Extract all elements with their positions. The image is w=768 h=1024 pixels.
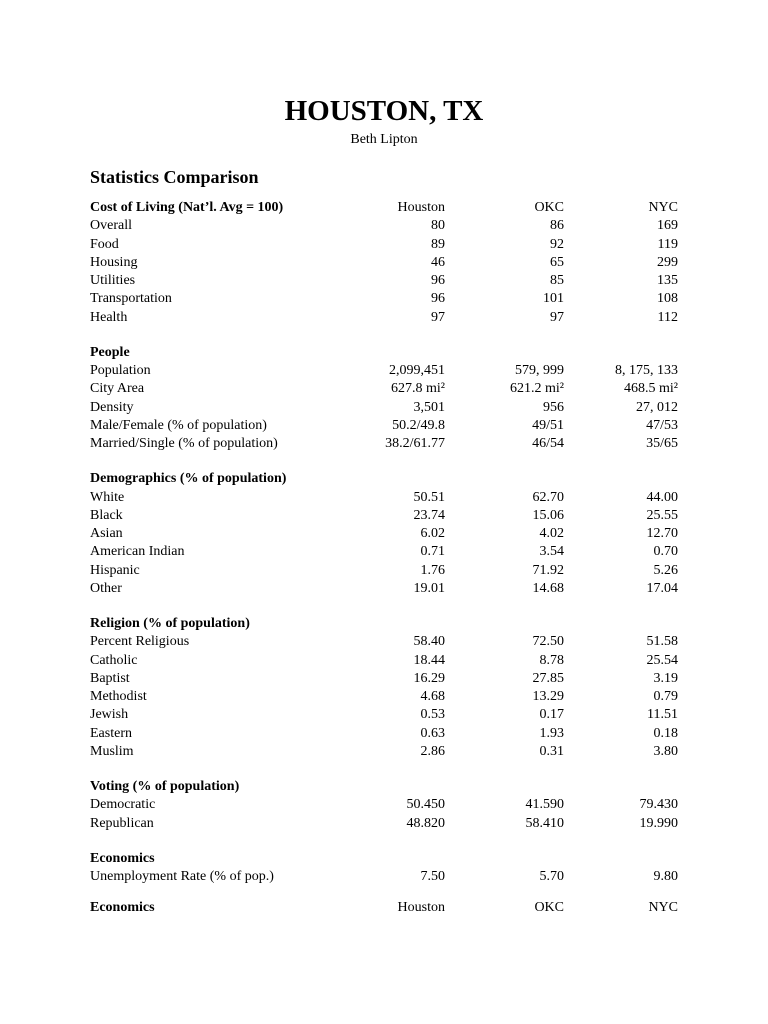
cell-value: 3,501 [413, 399, 445, 415]
cell-value: 11.51 [647, 707, 678, 723]
cell-value: 62.70 [532, 489, 564, 505]
column-header-okc: OKC [534, 900, 564, 915]
cell-value: 96 [431, 291, 445, 307]
section-subtitle: Statistics Comparison [90, 167, 259, 187]
table-row [90, 796, 680, 814]
cell-value: 5.26 [653, 562, 678, 578]
row-label: Density [90, 399, 134, 415]
cell-value: 27.85 [532, 670, 564, 686]
cell-value: 0.18 [653, 725, 678, 741]
cell-value: 3.54 [539, 544, 564, 560]
cell-value: 97 [550, 309, 564, 325]
table-row [90, 543, 680, 561]
cell-value: 5.70 [539, 869, 564, 884]
cell-value: 112 [657, 309, 678, 325]
cell-value: 2.86 [420, 743, 445, 759]
row-label: Muslim [90, 743, 134, 759]
section-heading: People [90, 344, 130, 360]
cell-value: 50.51 [413, 489, 445, 505]
cell-value: 41.590 [525, 797, 564, 813]
cell-value: 18.44 [413, 652, 445, 668]
table-row [90, 290, 680, 308]
cell-value: 108 [657, 291, 678, 307]
cell-value: 579, 999 [515, 363, 564, 378]
row-label: Jewish [90, 707, 129, 723]
cell-value: 0.53 [420, 707, 445, 723]
row-label: Transportation [90, 291, 172, 307]
table-row [90, 815, 680, 833]
cell-value: 38.2/61.77 [385, 436, 445, 451]
stats-section [90, 470, 680, 598]
table-row [90, 743, 680, 761]
row-label: Married/Single (% of population) [90, 436, 278, 451]
row-label: Other [90, 580, 122, 596]
table-row [90, 417, 680, 435]
stats-section [90, 344, 680, 454]
author-name: Beth Lipton [350, 132, 418, 147]
cell-value: 50.450 [406, 797, 445, 813]
table-row [90, 254, 680, 272]
cell-value: 12.70 [646, 526, 678, 541]
cell-value: 44.00 [646, 489, 678, 505]
table-row [90, 725, 680, 743]
section-heading: Religion (% of population) [90, 616, 250, 631]
cell-value: 4.68 [420, 689, 445, 704]
row-label: White [90, 489, 125, 505]
cell-value: 119 [657, 236, 678, 252]
row-label: Health [90, 309, 128, 325]
cell-value: 58.410 [525, 815, 564, 831]
cell-value: 25.54 [646, 652, 678, 668]
row-label: Democratic [90, 797, 156, 813]
row-label: Population [90, 363, 151, 378]
cell-value: 79.430 [639, 797, 678, 813]
row-label: Republican [90, 815, 154, 831]
statistics-table [90, 199, 680, 903]
row-label: Baptist [90, 670, 130, 686]
row-label: Methodist [90, 689, 147, 704]
cell-value: 14.68 [532, 580, 564, 596]
stats-section [90, 615, 680, 761]
cell-value: 16.29 [413, 670, 445, 686]
section-heading: Economics [90, 850, 155, 866]
cell-value: 27, 012 [636, 399, 678, 415]
stats-section [90, 850, 680, 887]
row-label: Hispanic [90, 562, 140, 578]
table-row [90, 688, 680, 706]
cell-value: 50.2/49.8 [392, 417, 445, 433]
cell-value: 15.06 [532, 507, 564, 523]
cell-value: 47/53 [646, 417, 678, 433]
cell-value: 46 [431, 254, 445, 270]
table-row [90, 580, 680, 598]
cell-value: 19.990 [639, 815, 678, 831]
cell-value: 6.02 [420, 526, 445, 541]
cell-value: 2,099,451 [389, 363, 445, 378]
table-row [90, 670, 680, 688]
table-row [90, 380, 680, 398]
document-title: HOUSTON, TX [284, 95, 484, 127]
section-heading: Voting (% of population) [90, 779, 240, 794]
column-header: Houston [397, 200, 445, 215]
stats-section [90, 199, 680, 327]
section-header-row [90, 778, 680, 796]
table-row [90, 435, 680, 453]
cell-value: 19.01 [413, 580, 445, 596]
cell-value: 101 [543, 291, 564, 307]
cell-value: 0.70 [653, 544, 678, 560]
section-heading: Economics [90, 900, 155, 915]
cell-value: 65 [550, 254, 564, 270]
table-row [90, 362, 680, 380]
row-label: Overall [90, 218, 132, 234]
table-row [90, 525, 680, 543]
cell-value: 46/54 [532, 436, 564, 451]
section-header-row [90, 850, 680, 868]
cell-value: 89 [431, 236, 445, 252]
cell-value: 0.71 [420, 544, 445, 560]
row-label: Unemployment Rate (% of pop.) [90, 869, 274, 884]
row-label: Eastern [90, 725, 132, 741]
cell-value: 169 [657, 218, 678, 234]
table-row [90, 706, 680, 724]
table-header-row [90, 899, 680, 917]
row-label: Catholic [90, 652, 138, 668]
stats-section [90, 778, 680, 833]
cell-value: 956 [543, 399, 564, 415]
section-header-row [90, 344, 680, 362]
cell-value: 71.92 [532, 562, 564, 578]
column-header: OKC [534, 200, 564, 215]
column-header-houston: Houston [397, 900, 445, 915]
section-header-row [90, 615, 680, 633]
section-header-row [90, 199, 680, 217]
column-header: NYC [648, 200, 678, 215]
cell-value: 80 [431, 218, 445, 234]
cell-value: 25.55 [646, 507, 678, 523]
table-row [90, 399, 680, 417]
table-row [90, 562, 680, 580]
cell-value: 621.2 mi² [510, 381, 564, 397]
cell-value: 85 [550, 273, 564, 288]
cell-value: 23.74 [413, 507, 445, 523]
cell-value: 3.19 [653, 670, 678, 686]
row-label: Male/Female (% of population) [90, 417, 267, 433]
row-label: Housing [90, 254, 138, 270]
table-row [90, 633, 680, 651]
cell-value: 9.80 [653, 869, 678, 884]
cell-value: 92 [550, 236, 564, 252]
cell-value: 0.63 [420, 725, 445, 741]
cell-value: 49/51 [532, 417, 564, 433]
row-label: Asian [90, 526, 123, 541]
table-row [90, 309, 680, 327]
cell-value: 1.93 [539, 725, 564, 741]
table-row [90, 272, 680, 290]
table-row [90, 507, 680, 525]
cell-value: 135 [657, 273, 678, 288]
column-header-nyc: NYC [648, 900, 678, 915]
cell-value: 51.58 [646, 634, 678, 650]
cell-value: 8.78 [539, 652, 564, 668]
section-header-row [90, 470, 680, 488]
cell-value: 86 [550, 218, 564, 234]
row-label: Black [90, 507, 123, 523]
row-label: Utilities [90, 273, 136, 288]
cell-value: 1.76 [420, 562, 445, 578]
table-row [90, 652, 680, 670]
cell-value: 35/65 [646, 436, 678, 451]
table-row [90, 868, 680, 886]
row-label: Food [90, 236, 119, 252]
row-label: City Area [90, 381, 145, 397]
cell-value: 72.50 [532, 634, 564, 650]
cell-value: 58.40 [413, 634, 445, 650]
cell-value: 8, 175, 133 [615, 363, 678, 378]
cell-value: 17.04 [646, 580, 678, 596]
cell-value: 299 [657, 254, 678, 270]
cell-value: 48.820 [406, 815, 445, 831]
cell-value: 3.80 [653, 743, 678, 759]
cell-value: 0.79 [653, 689, 678, 704]
cell-value: 7.50 [420, 869, 445, 884]
row-label: American Indian [90, 544, 185, 560]
table-row [90, 236, 680, 254]
cell-value: 97 [431, 309, 445, 325]
section-heading: Demographics (% of population) [90, 471, 287, 487]
cell-value: 0.31 [539, 743, 564, 759]
cell-value: 4.02 [539, 526, 564, 541]
table-row [90, 217, 680, 235]
economics-footer-header [90, 899, 680, 917]
section-heading: Cost of Living (Nat’l. Avg = 100) [90, 200, 284, 215]
table-row [90, 489, 680, 507]
cell-value: 627.8 mi² [391, 381, 445, 397]
cell-value: 96 [431, 273, 445, 288]
cell-value: 13.29 [532, 689, 564, 704]
row-label: Percent Religious [90, 634, 190, 650]
cell-value: 0.17 [539, 707, 564, 723]
cell-value: 468.5 mi² [624, 381, 678, 397]
